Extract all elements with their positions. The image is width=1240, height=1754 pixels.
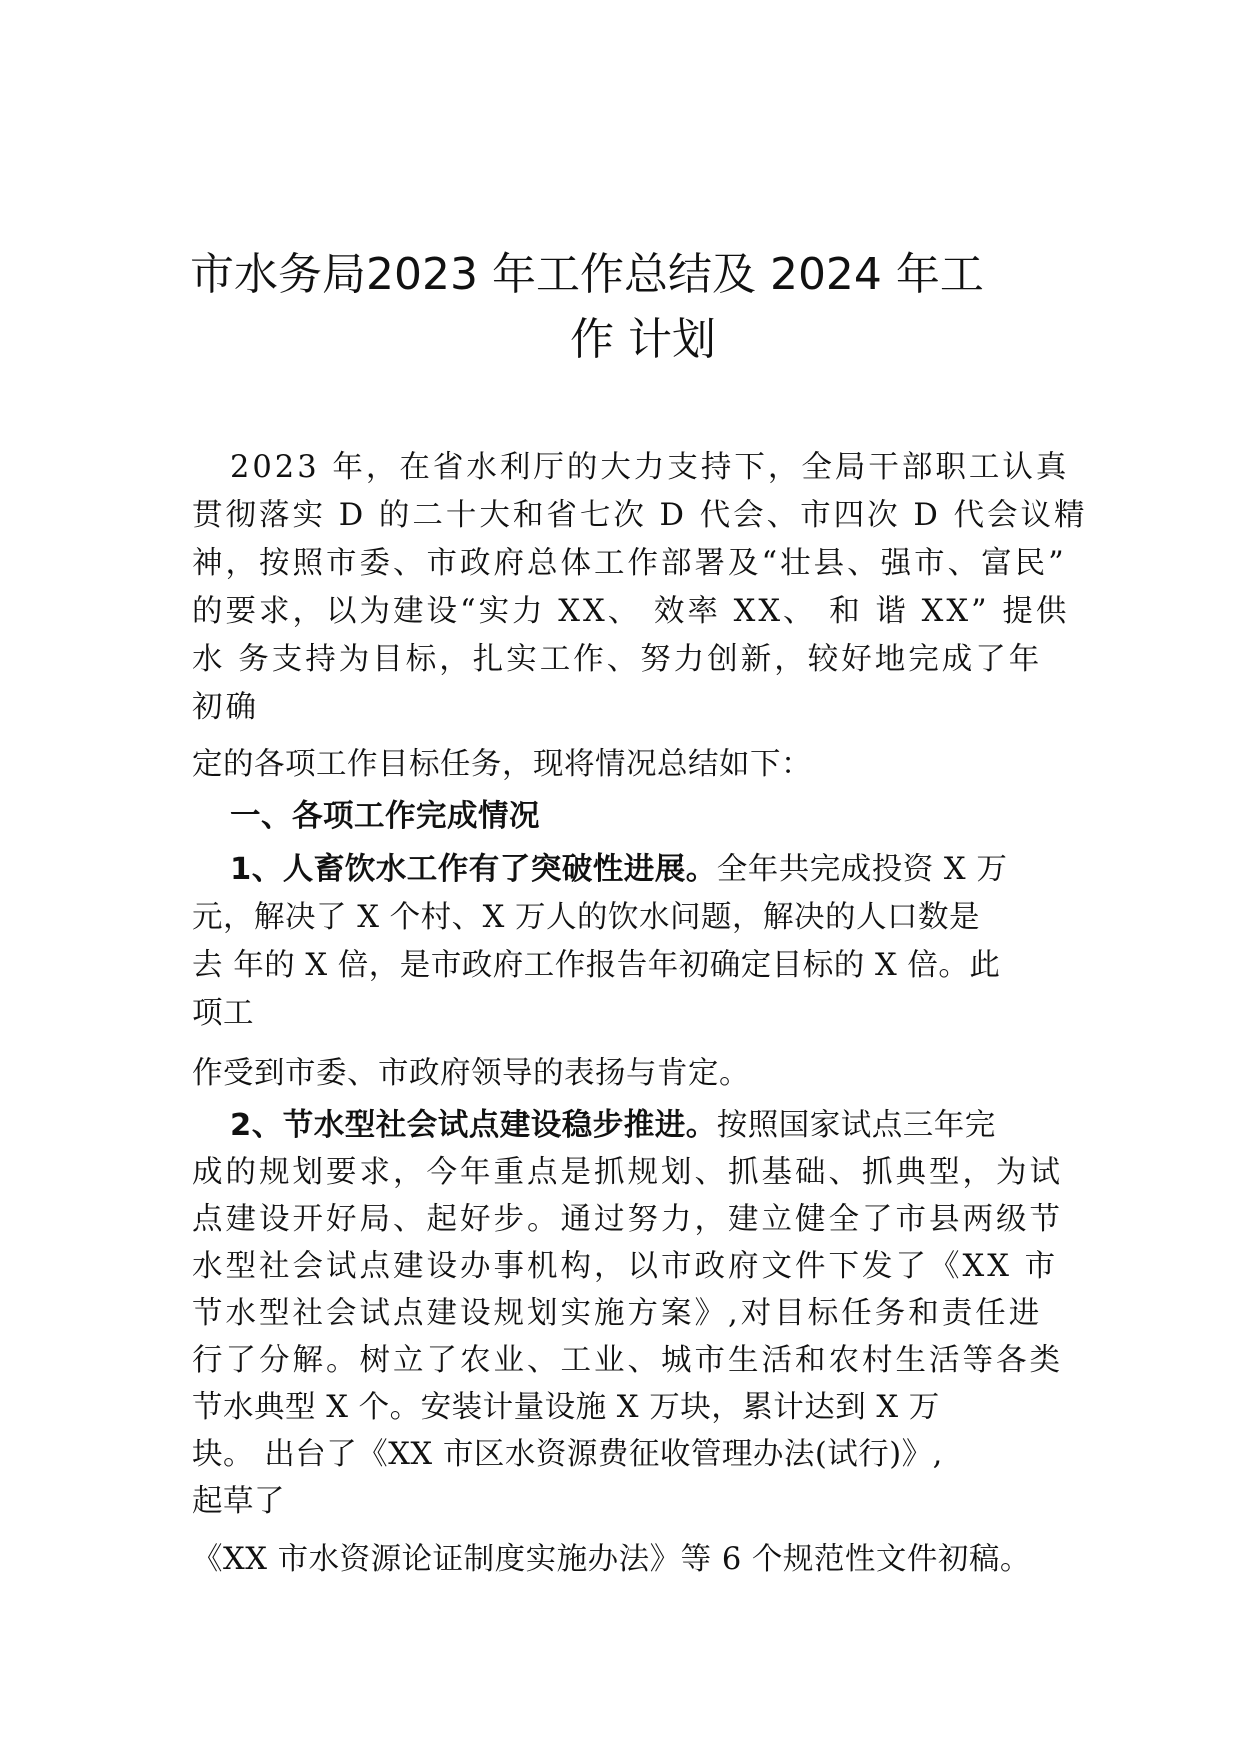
document-title-line-2: 作 计划 (570, 314, 716, 365)
para1-line-1: 2023 年，在省水利厅的大力支持下，全局干部职工认真 (230, 450, 1070, 485)
item2-line-2: 成的规划要求，今年重点是抓规划、抓基础、抓典型，为试 (192, 1155, 1063, 1190)
section-heading-1: 一、各项工作完成情况 (230, 799, 540, 834)
item2-line-1-rest: 按照国家试点三年完 (716, 1108, 996, 1143)
item1-line-1-rest: 全年共完成投资 X 万 (716, 852, 1008, 887)
item1-line-3: 去 年的 X 倍，是市政府工作报告年初确定目标的 X 倍。此 (192, 948, 1001, 983)
item2-line-3: 点建设开好局、起好步。通过努力，建立健全了市县两级节 (192, 1202, 1063, 1237)
item1-line-4: 项工 (192, 996, 254, 1031)
item2-line-8: 块。 出台了《XX 市区水资源费征收管理办法(试行)》, (192, 1437, 943, 1472)
para1-line-5: 水 务支持为目标，扎实工作、努力创新，较好地完成了年 (192, 642, 1043, 677)
item2-line-6: 行了分解。树立了农业、工业、城市生活和农村生活等各类 (192, 1343, 1063, 1378)
item1-line-5: 作受到市委、市政府领导的表扬与肯定。 (192, 1056, 750, 1091)
para1-line-2: 贯彻落实 D 的二十大和省七次 D 代会、市四次 D 代会议精 (192, 498, 1088, 533)
item2-line-1 (230, 1106, 1110, 1146)
item2-line-10: 《XX 市水资源论证制度实施办法》等 6 个规范性文件初稿。 (192, 1542, 1031, 1577)
item2-line-7: 节水典型 X 个。安装计量设施 X 万块，累计达到 X 万 (192, 1390, 940, 1425)
para1-line-4: 的要求，以为建设“实力 XX、 效率 XX、 和 谐 XX” 提供 (192, 594, 1070, 629)
para1-line-3: 神，按照市委、市政府总体工作部署及“壮县、强市、富民” (192, 546, 1067, 581)
item2-line-5: 节水型社会试点建设规划实施方案》,对目标任务和责任进 (192, 1296, 1043, 1331)
para1-line-6: 初确 (192, 690, 259, 725)
item2-line-4: 水型社会试点建设办事机构，以市政府文件下发了《XX 市 (192, 1249, 1059, 1284)
document-title-line-1: 市水务局2023 年工作总结及 2024 年工 (190, 249, 984, 300)
item2-line-9: 起草了 (192, 1484, 285, 1519)
item1-line-2: 元，解决了 X 个村、X 万人的饮水问题，解决的人口数是 (192, 900, 981, 935)
item1-line-1 (230, 850, 1110, 890)
item2-lead: 2、节水型社会试点建设稳步推进。 (230, 1108, 717, 1143)
para1-line-7: 定的各项工作目标任务，现将情况总结如下： (192, 747, 812, 782)
item1-lead: 1、人畜饮水工作有了突破性进展。 (230, 852, 717, 887)
